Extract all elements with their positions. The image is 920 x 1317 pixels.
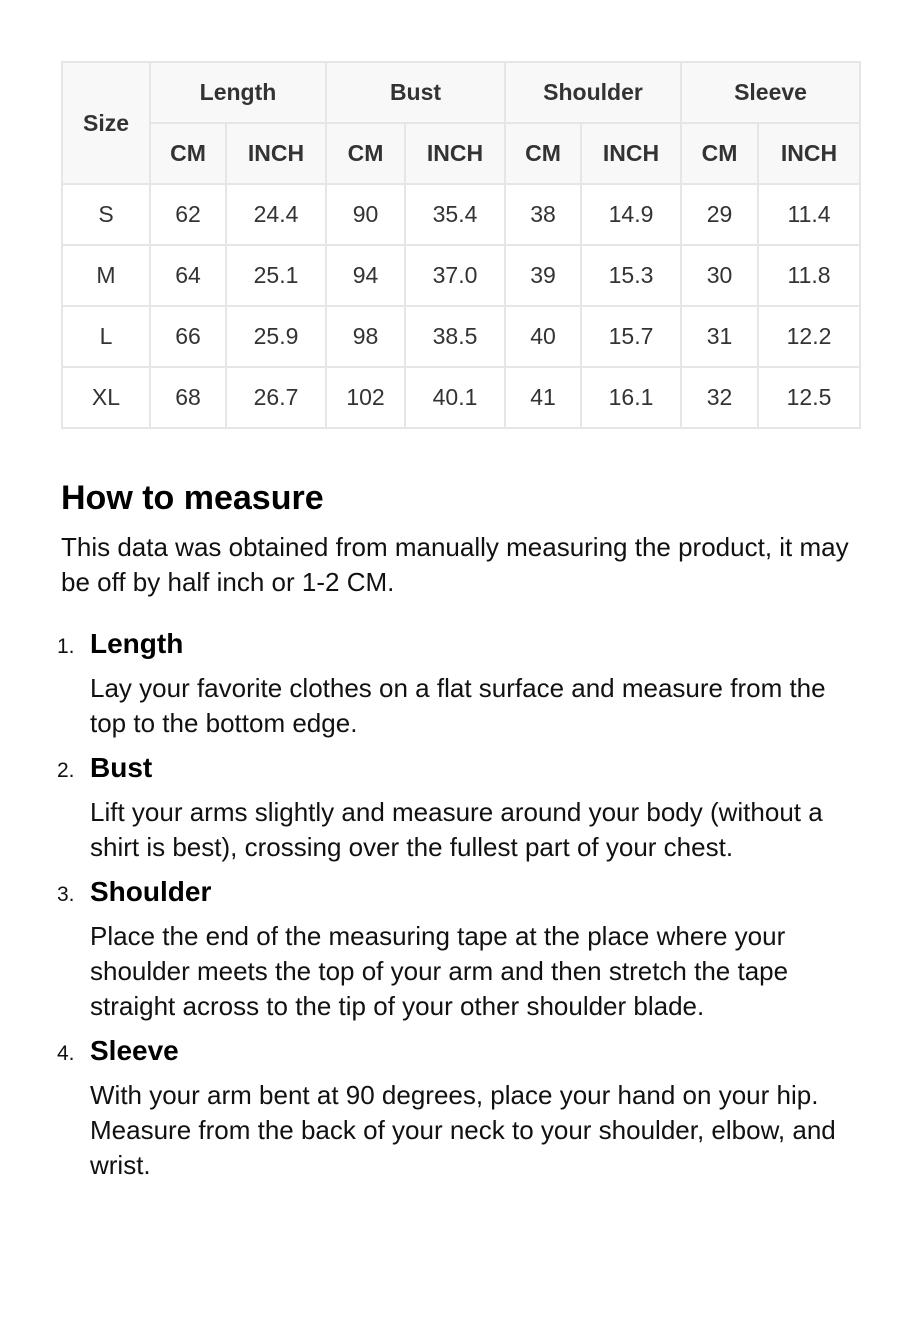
table-header-group-row [62, 62, 860, 123]
shoulder-group-header: Shoulder [505, 62, 681, 123]
step-title: Bust [90, 752, 153, 783]
table-cell: 25.1 [226, 245, 326, 306]
table-cell: 15.7 [581, 306, 681, 367]
size-cell: L [62, 306, 150, 367]
unit-header: CM [505, 123, 581, 184]
list-item [57, 1033, 861, 1183]
table-cell: 31 [681, 306, 758, 367]
step-number: 4. [57, 1042, 75, 1065]
size-column-header: Size [62, 62, 150, 184]
section-title: How to measure [61, 479, 324, 517]
table-cell: 32 [681, 367, 758, 428]
step-description: Place the end of the measuring tape at the place where your shoulder meets the top of your arm and then stretch the tape straight across to the tip of your other shoulder blade. [90, 921, 789, 1021]
unit-header: INCH [226, 123, 326, 184]
step-title: Sleeve [90, 1035, 179, 1066]
table-cell: 30 [681, 245, 758, 306]
step-title: Length [90, 628, 184, 659]
sleeve-group-header: Sleeve [681, 62, 860, 123]
table-row [62, 245, 860, 306]
table-cell: 39 [505, 245, 581, 306]
table-row [62, 367, 860, 428]
unit-header: CM [681, 123, 758, 184]
list-item [57, 750, 861, 865]
measure-steps-list [57, 626, 861, 1183]
table-cell: 11.4 [758, 184, 860, 245]
table-cell: 62 [150, 184, 226, 245]
step-number: 3. [57, 883, 75, 906]
unit-header: INCH [405, 123, 505, 184]
table-cell: 102 [326, 367, 405, 428]
size-table [61, 61, 861, 429]
table-cell: 16.1 [581, 367, 681, 428]
table-cell: 38.5 [405, 306, 505, 367]
table-cell: 26.7 [226, 367, 326, 428]
table-row [62, 184, 860, 245]
unit-header: CM [150, 123, 226, 184]
table-row [62, 306, 860, 367]
size-cell: S [62, 184, 150, 245]
step-description: With your arm bent at 90 degrees, place your hand on your hip. Measure from the back of your neck to your shoulder, elbow, and wrist. [90, 1080, 836, 1180]
table-cell: 14.9 [581, 184, 681, 245]
step-description: Lay your favorite clothes on a flat surface and measure from the top to the bottom edge. [90, 673, 826, 738]
table-cell: 40 [505, 306, 581, 367]
table-cell: 94 [326, 245, 405, 306]
table-cell: 15.3 [581, 245, 681, 306]
list-item [57, 874, 861, 1024]
table-cell: 64 [150, 245, 226, 306]
unit-header: CM [326, 123, 405, 184]
table-cell: 25.9 [226, 306, 326, 367]
step-number: 2. [57, 759, 75, 782]
table-cell: 29 [681, 184, 758, 245]
list-item [57, 626, 861, 741]
table-cell: 35.4 [405, 184, 505, 245]
table-cell: 11.8 [758, 245, 860, 306]
step-title: Shoulder [90, 876, 212, 907]
table-cell: 24.4 [226, 184, 326, 245]
step-number: 1. [57, 635, 75, 658]
table-cell: 12.2 [758, 306, 860, 367]
table-cell: 38 [505, 184, 581, 245]
table-cell: 12.5 [758, 367, 860, 428]
table-cell: 41 [505, 367, 581, 428]
table-cell: 66 [150, 306, 226, 367]
table-cell: 40.1 [405, 367, 505, 428]
how-to-measure-section [57, 472, 861, 1192]
table-cell: 98 [326, 306, 405, 367]
table-cell: 37.0 [405, 245, 505, 306]
table-cell: 68 [150, 367, 226, 428]
table-header-unit-row [62, 123, 860, 184]
length-group-header: Length [150, 62, 326, 123]
bust-group-header: Bust [326, 62, 505, 123]
unit-header: INCH [758, 123, 860, 184]
unit-header: INCH [581, 123, 681, 184]
size-cell: XL [62, 367, 150, 428]
table-cell: 90 [326, 184, 405, 245]
step-description: Lift your arms slightly and measure around your body (without a shirt is best), crossing over the fullest part of your chest. [90, 797, 823, 862]
size-cell: M [62, 245, 150, 306]
intro-text: This data was obtained from manually measuring the product, it may be off by half inch or 1-2 CM. [61, 532, 849, 597]
